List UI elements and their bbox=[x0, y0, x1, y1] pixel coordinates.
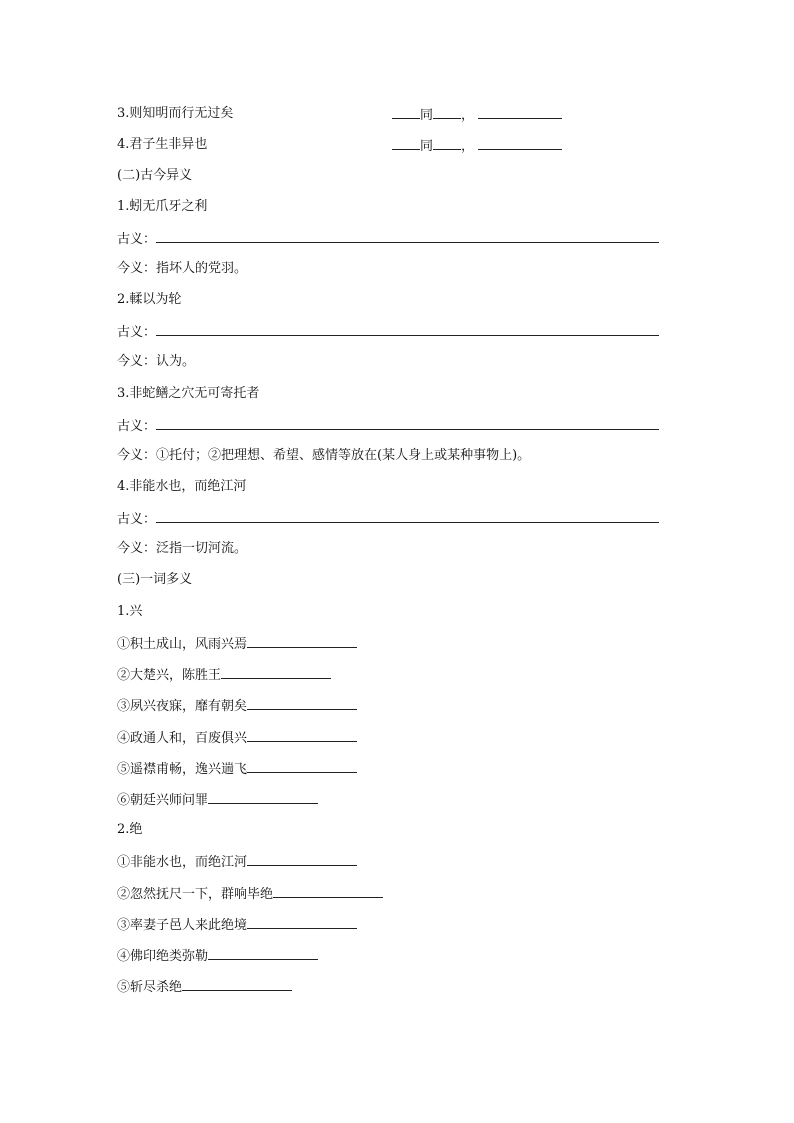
gu-answer-blank[interactable] bbox=[156, 228, 659, 243]
gujin-gu-row-4 bbox=[117, 508, 659, 528]
gujin-jin-4: 今义：泛指一切河流。 bbox=[117, 541, 248, 556]
sense-sentence: ②大楚兴，陈胜王 bbox=[117, 668, 222, 683]
duoyi-sense bbox=[117, 633, 357, 653]
sense-answer-blank[interactable] bbox=[247, 727, 357, 742]
gujin-gu-row-3 bbox=[117, 415, 659, 435]
tongjia-item-4 bbox=[117, 135, 207, 155]
duoyi-word-xing: 1.兴 bbox=[117, 604, 143, 619]
duoyi-sense bbox=[117, 851, 357, 871]
sense-answer-blank[interactable] bbox=[208, 789, 318, 804]
gu-answer-blank[interactable] bbox=[156, 415, 659, 430]
sense-sentence: ②忽然抚尺一下，群响毕绝 bbox=[117, 887, 274, 902]
tongjia-mid: 同 bbox=[420, 108, 434, 123]
gu-answer-blank[interactable] bbox=[156, 321, 659, 336]
sense-sentence: ④政通人和，百废俱兴 bbox=[117, 731, 248, 746]
gu-label: 古义： bbox=[117, 325, 157, 340]
duoyi-sense bbox=[117, 695, 357, 715]
fill-blank[interactable] bbox=[478, 104, 562, 119]
sense-answer-blank[interactable] bbox=[208, 945, 318, 960]
gu-label: 古义： bbox=[117, 419, 157, 434]
gujin-gu-row-2 bbox=[117, 321, 659, 341]
duoyi-sense bbox=[117, 976, 292, 996]
duoyi-sense bbox=[117, 727, 357, 747]
gu-label: 古义： bbox=[117, 512, 157, 527]
sense-answer-blank[interactable] bbox=[221, 664, 331, 679]
gujin-sentence-2: 2.輮以为轮 bbox=[117, 292, 182, 307]
sense-sentence: ⑤斩尽杀绝 bbox=[117, 980, 183, 995]
sense-sentence: ①非能水也，而绝江河 bbox=[117, 855, 248, 870]
duoyi-sense bbox=[117, 945, 318, 965]
sense-sentence: ⑤遥襟甫畅，逸兴遄飞 bbox=[117, 762, 248, 777]
fill-blank[interactable] bbox=[392, 104, 420, 119]
sense-sentence: ③夙兴夜寐，靡有朝矣 bbox=[117, 699, 248, 714]
tongjia-sep: ， bbox=[461, 139, 475, 154]
tongjia-sentence: 3.则知明而行无过矣 bbox=[117, 106, 234, 121]
duoyi-sense bbox=[117, 758, 357, 778]
gujin-gu-row-1 bbox=[117, 228, 659, 248]
sense-answer-blank[interactable] bbox=[247, 914, 357, 929]
duoyi-sense bbox=[117, 914, 357, 934]
gujin-jin-1: 今义：指坏人的党羽。 bbox=[117, 261, 248, 276]
duoyi-heading: (三)一词多义 bbox=[117, 572, 193, 587]
duoyi-sense bbox=[117, 883, 383, 903]
duoyi-sense bbox=[117, 789, 318, 809]
sense-answer-blank[interactable] bbox=[247, 695, 357, 710]
tongjia-sep: ， bbox=[461, 108, 475, 123]
fill-blank[interactable] bbox=[392, 135, 420, 150]
tongjia-sentence: 4.君子生非异也 bbox=[117, 137, 208, 152]
sense-answer-blank[interactable] bbox=[273, 883, 383, 898]
sense-answer-blank[interactable] bbox=[182, 976, 292, 991]
sense-answer-blank[interactable] bbox=[247, 851, 357, 866]
gujin-heading: (二)古今异义 bbox=[117, 168, 193, 183]
tongjia-mid: 同 bbox=[420, 139, 434, 154]
gujin-sentence-4: 4.非能水也，而绝江河 bbox=[117, 479, 247, 494]
sense-answer-blank[interactable] bbox=[247, 633, 357, 648]
duoyi-word-jue: 2.绝 bbox=[117, 822, 143, 837]
gujin-sentence-3: 3.非蛇鳝之穴无可寄托者 bbox=[117, 386, 260, 401]
gu-label: 古义： bbox=[117, 232, 157, 247]
sense-sentence: ①积土成山，风雨兴焉 bbox=[117, 637, 248, 652]
sense-sentence: ③率妻子邑人来此绝境 bbox=[117, 918, 248, 933]
tongjia-fill-3 bbox=[392, 104, 562, 124]
gujin-jin-2: 今义：认为。 bbox=[117, 354, 196, 369]
tongjia-fill-4 bbox=[392, 135, 562, 155]
gujin-jin-3: 今义：①托付；②把理想、希望、感情等放在(某人身上或某种事物上)。 bbox=[117, 448, 531, 463]
duoyi-sense bbox=[117, 664, 331, 684]
fill-blank[interactable] bbox=[433, 135, 461, 150]
fill-blank[interactable] bbox=[433, 104, 461, 119]
tongjia-item-3 bbox=[117, 104, 233, 124]
sense-sentence: ④佛印绝类弥勒 bbox=[117, 949, 209, 964]
sense-answer-blank[interactable] bbox=[247, 758, 357, 773]
fill-blank[interactable] bbox=[478, 135, 562, 150]
gujin-sentence-1: 1.蚓无爪牙之利 bbox=[117, 199, 208, 214]
gu-answer-blank[interactable] bbox=[156, 508, 659, 523]
sense-sentence: ⑥朝廷兴师问罪 bbox=[117, 793, 209, 808]
